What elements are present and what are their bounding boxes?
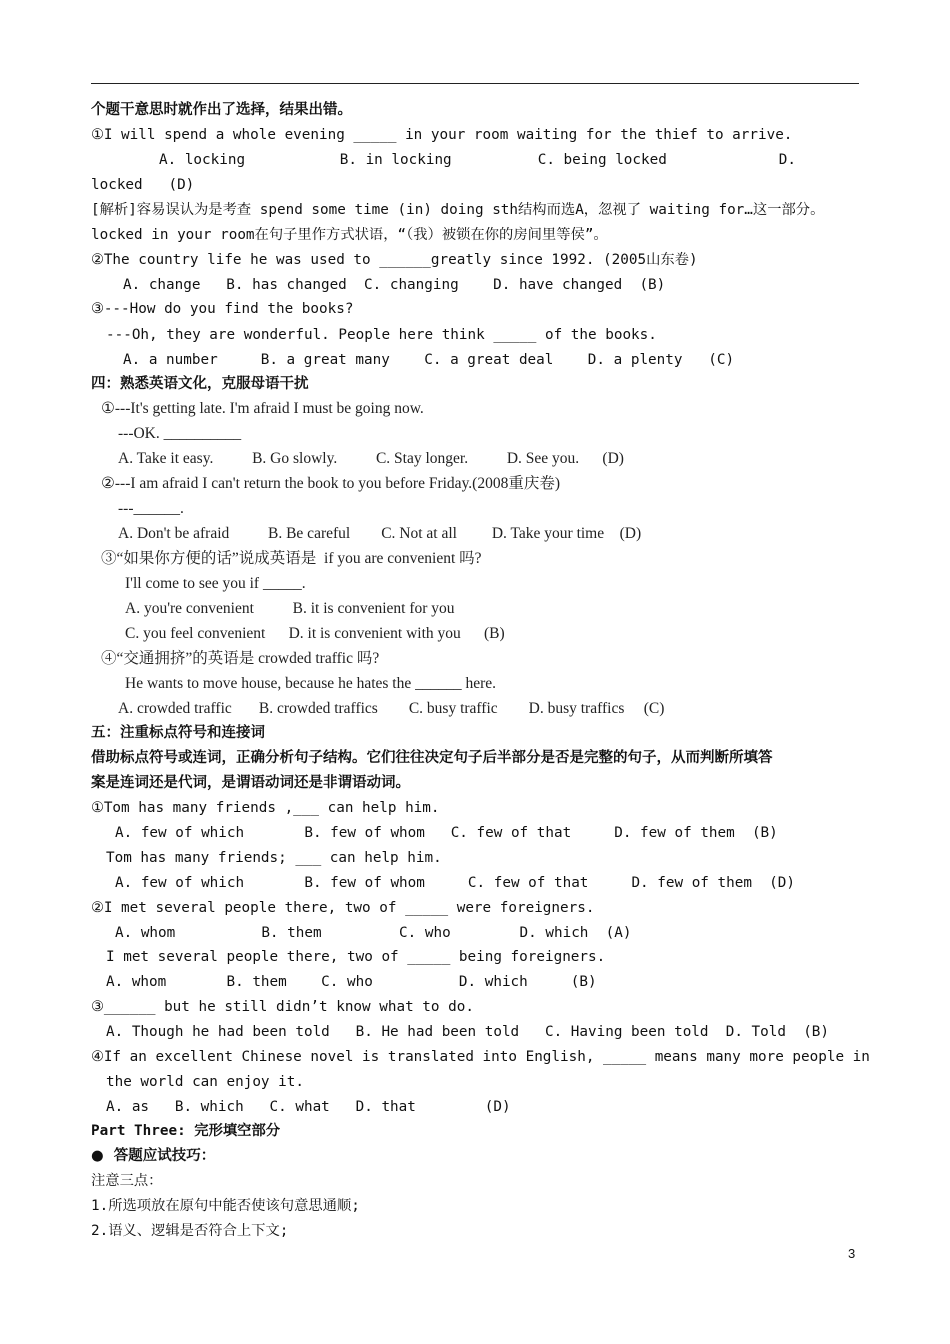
question-line: ③“如果你方便的话”说成英语是 if you are convenient 吗? <box>101 550 482 567</box>
question-line: ①I will spend a whole evening _____ in your room waiting for the thief to arrive. <box>91 127 793 143</box>
question-line: I'll come to see you if _____. <box>125 575 306 592</box>
question-line: ---OK. __________ <box>118 425 242 442</box>
header-rule <box>91 83 859 84</box>
options-line: A. few of which B. few of whom C. few of that D. few of them (D) <box>115 875 795 891</box>
analysis-line: locked in your room在句子里作方式状语，“（我）被锁在你的房间里等侯”。 <box>91 227 608 243</box>
question-line: ④If an excellent Chinese novel is translated into English, _____ means many more people in <box>91 1049 870 1065</box>
text-line: 个题干意思时就作出了选择，结果出错。 <box>91 102 352 118</box>
question-line: ②I met several people there, two of _____ were foreigners. <box>91 900 595 916</box>
text-line: 注意三点： <box>91 1173 163 1189</box>
options-line: A. locking B. in locking C. being locked D. <box>159 152 796 168</box>
question-line: ③______ but he still didn’t know what to do. <box>91 999 474 1015</box>
options-line: A. a number B. a great many C. a great deal D. a plenty (C) <box>123 352 735 368</box>
question-line: Tom has many friends; ___ can help him. <box>106 850 442 866</box>
question-line: ②---I am afraid I can't return the book to you before Friday.(2008重庆卷) <box>101 475 561 492</box>
question-line: ①---It's getting late. I'm afraid I must be going now. <box>101 400 424 417</box>
text-line: 1.所选项放在原句中能否使该句意思通顺; <box>91 1198 360 1214</box>
page-number: 3 <box>848 1246 856 1261</box>
question-line: ③---How do you find the books? <box>91 301 354 317</box>
options-line: A. crowded traffic B. crowded traffics C. busy traffic D. busy traffics (C) <box>118 700 665 717</box>
question-line: I met several people there, two of _____ being foreigners. <box>106 949 606 965</box>
section-heading: 五：注重标点符号和连接词 <box>91 725 265 741</box>
options-line: A. Take it easy. B. Go slowly. C. Stay longer. D. See you. (D) <box>118 450 624 467</box>
text-line: 案是连词还是代词，是谓语动词还是非谓语动词。 <box>91 775 410 791</box>
question-line: ①Tom has many friends ,___ can help him. <box>91 800 440 816</box>
options-line: A. change B. has changed C. changing D. have changed (B) <box>123 277 666 293</box>
options-line: A. few of which B. few of whom C. few of that D. few of them (B) <box>115 825 778 841</box>
options-line: A. Though he had been told B. He had been told C. Having been told D. Told (B) <box>106 1024 830 1040</box>
question-line: ---______. <box>118 500 184 517</box>
question-line: ---Oh, they are wonderful. People here think _____ of the books. <box>106 327 657 343</box>
options-line: C. you feel convenient D. it is convenient with you (B) <box>125 625 505 642</box>
text-line: 借助标点符号或连词，正确分析句子结构。它们往往决定句子后半部分是否是完整的句子，从而判断所填答 <box>91 750 773 766</box>
options-line: A. whom B. them C. who D. which (B) <box>106 974 597 990</box>
options-line: A. Don't be afraid B. Be careful C. Not at all D. Take your time (D) <box>118 525 642 542</box>
section-heading: 四：熟悉英语文化，克服母语干扰 <box>91 376 309 392</box>
options-line: A. whom B. them C. who D. which (A) <box>115 925 632 941</box>
part-heading: Part Three: 完形填空部分 <box>91 1123 281 1139</box>
options-line: A. you're convenient B. it is convenient for you <box>125 600 455 617</box>
question-line: ②The country life he was used to ______greatly since 1992. (2005山东卷) <box>91 252 698 268</box>
options-line: locked (D) <box>91 177 195 193</box>
subheading: ● 答题应试技巧： <box>91 1148 216 1164</box>
question-line: the world can enjoy it. <box>106 1074 304 1090</box>
options-line: A. as B. which C. what D. that (D) <box>106 1099 511 1115</box>
text-line: 2.语义、逻辑是否符合上下文; <box>91 1223 289 1239</box>
question-line: He wants to move house, because he hates the ______ here. <box>125 675 497 692</box>
analysis-line: [解析]容易误认为是考查 spend some time (in) doing sth结构而选A，忽视了 waiting for…这一部分。 <box>91 202 825 218</box>
question-line: ④“交通拥挤”的英语是 crowded traffic 吗? <box>101 650 380 667</box>
